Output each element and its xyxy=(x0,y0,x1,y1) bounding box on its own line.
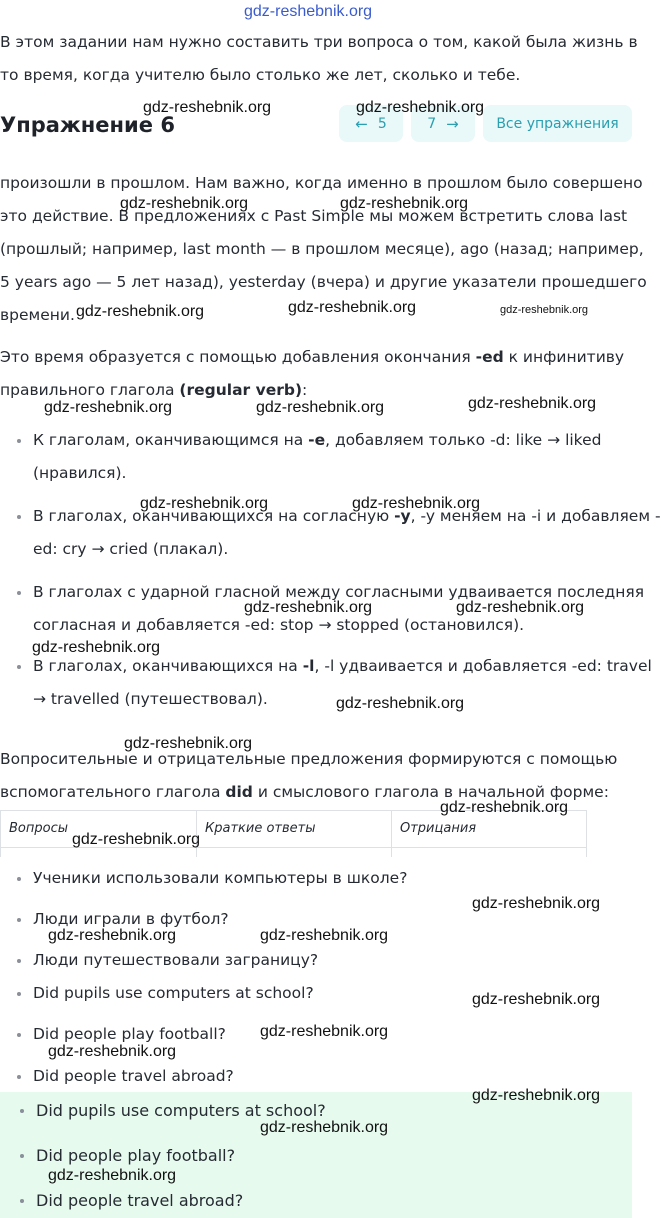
bullet-icon xyxy=(20,1199,24,1203)
intro-paragraph xyxy=(0,26,638,92)
answer-text: Did people play football? xyxy=(36,1146,236,1165)
theory-line: это действие. В предложениях с Past Simple мы можем встретить слова last xyxy=(0,207,628,225)
bullet-icon xyxy=(17,1075,21,1079)
watermark: gdz-reshebnik.org xyxy=(48,1043,177,1060)
watermark: gdz-reshebnik.org xyxy=(336,695,465,712)
text: К глаголам, оканчивающимся на xyxy=(33,431,309,449)
watermark: gdz-reshebnik.org xyxy=(456,599,585,616)
table-header-short-answers: Краткие ответы xyxy=(196,811,391,857)
bullet-icon xyxy=(17,515,21,519)
watermark: gdz-reshebnik.org xyxy=(256,399,385,416)
exercise-title: Упражнение 6 xyxy=(0,113,175,137)
theory-line xyxy=(0,341,632,374)
question-text: Ученики использовали компьютеры в школе? xyxy=(33,869,408,887)
next-exercise-label: 7 xyxy=(427,115,437,132)
watermark: gdz-reshebnik.org xyxy=(244,599,373,616)
table-header-negatives: Отрицания xyxy=(391,811,587,857)
watermark: gdz-reshebnik.org xyxy=(76,303,205,320)
watermark: gdz-reshebnik.org xyxy=(356,99,485,116)
question-text: Люди играли в футбол? xyxy=(33,910,229,928)
answer-text: Did people travel abroad? xyxy=(36,1191,244,1210)
question-text: Did pupils use computers at school? xyxy=(33,984,314,1002)
text: и смыслового глагола в начальной форме: xyxy=(252,783,609,801)
answer-text: Did pupils use computers at school? xyxy=(36,1101,326,1120)
watermark: gdz-reshebnik.org xyxy=(260,1023,389,1040)
question-text: Did people travel abroad? xyxy=(33,1067,234,1085)
bold-text: -e xyxy=(308,431,326,449)
watermark: gdz-reshebnik.org xyxy=(32,639,161,656)
all-exercises-label: Все упражнения xyxy=(496,115,619,132)
rule-line xyxy=(33,500,661,533)
answer-block xyxy=(0,1092,632,1218)
bold-text: -ed xyxy=(475,348,504,366)
bullet-icon xyxy=(17,665,21,669)
watermark: gdz-reshebnik.org xyxy=(352,495,481,512)
question-text: Did people play football? xyxy=(33,1025,226,1043)
bullet-icon xyxy=(17,877,21,881)
text: В глаголах, оканчивающихся на согласную xyxy=(33,507,395,525)
intro-line: то время, когда учителю было столько же лет, сколько и тебе. xyxy=(0,66,521,84)
intro-line: В этом задании нам нужно составить три вопроса о том, какой была жизнь в xyxy=(0,33,638,51)
watermark: gdz-reshebnik.org xyxy=(440,799,569,816)
watermark: gdz-reshebnik.org xyxy=(288,299,417,316)
all-exercises-button[interactable] xyxy=(483,105,632,142)
bold-text: (regular verb) xyxy=(179,381,303,399)
arrow-left-icon: ← xyxy=(355,114,368,133)
watermark: gdz-reshebnik.org xyxy=(472,991,601,1008)
watermark: gdz-reshebnik.org xyxy=(124,735,253,752)
watermark: gdz-reshebnik.org xyxy=(48,1167,177,1184)
watermark: gdz-reshebnik.org xyxy=(120,195,249,212)
table-header-questions: Вопросы xyxy=(0,811,196,857)
text: , -l удваивается и добавляется -ed: travel xyxy=(314,657,652,675)
rule-line xyxy=(33,424,601,457)
bold-text: did xyxy=(225,783,253,801)
rule-line: → travelled (путешествовал). xyxy=(33,690,268,708)
bullet-icon xyxy=(17,918,21,922)
text: , добавляем только -d: like → liked xyxy=(325,431,602,449)
bullet-icon xyxy=(20,1109,24,1113)
theory-line: (прошлый; например, last month — в прошлом месяце), ago (назад; например, xyxy=(0,240,644,258)
rule-line: согласная и добавляется -ed: stop → stopped (остановился). xyxy=(33,616,525,634)
theory-line: Вопросительные и отрицательные предложения формируются с помощью xyxy=(0,750,618,768)
watermark: gdz-reshebnik.org xyxy=(472,1087,601,1104)
watermark: gdz-reshebnik.org xyxy=(48,927,177,944)
bullet-icon xyxy=(17,992,21,996)
rule-line: В глаголах с ударной гласной между согласными удваивается последняя xyxy=(33,583,645,601)
bullet-icon xyxy=(20,1154,24,1158)
text: правильного глагола xyxy=(0,381,180,399)
text: : xyxy=(302,381,308,399)
theory-line: 5 years ago — 5 лет назад), yesterday (вчера) и другие указатели прошедшего xyxy=(0,273,647,291)
text: В глаголах, оканчивающихся на xyxy=(33,657,303,675)
watermark: gdz-reshebnik.org xyxy=(468,395,597,412)
watermark: gdz-reshebnik.org xyxy=(260,1119,389,1136)
watermark: gdz-reshebnik.org xyxy=(340,195,469,212)
bullet-icon xyxy=(17,959,21,963)
bullet-icon xyxy=(17,1033,21,1037)
text: , -y меняем на -i и добавляем - xyxy=(410,507,661,525)
question-text: Люди путешествовали заграницу? xyxy=(33,951,319,969)
text: к инфинитиву xyxy=(503,348,625,366)
watermark: gdz-reshebnik.org xyxy=(472,895,601,912)
text: Это время образуется с помощью добавления окончания xyxy=(0,348,476,366)
bullet-icon xyxy=(17,439,21,443)
theory-line: времени. xyxy=(0,306,75,324)
bold-text: -y xyxy=(394,507,411,525)
theory-line: произошли в прошлом. Нам важно, когда именно в прошлом было совершено xyxy=(0,174,643,192)
watermark: gdz-reshebnik.org xyxy=(44,399,173,416)
watermark: gdz-reshebnik.org xyxy=(500,304,589,316)
text: вспомогательного глагола xyxy=(0,783,226,801)
rule-line: (нравился). xyxy=(33,464,127,482)
arrow-right-icon: → xyxy=(446,114,459,133)
bullet-icon xyxy=(17,591,21,595)
watermark: gdz-reshebnik.org xyxy=(143,99,272,116)
rule-line: ed: cry → cried (плакал). xyxy=(33,540,229,558)
watermark: gdz-reshebnik.org xyxy=(260,927,389,944)
watermark: gdz-reshebnik.org xyxy=(140,495,269,512)
prev-exercise-label: 5 xyxy=(377,115,387,132)
bold-text: -l xyxy=(302,657,315,675)
watermark-top: gdz-reshebnik.org xyxy=(244,3,373,20)
watermark: gdz-reshebnik.org xyxy=(72,831,201,848)
